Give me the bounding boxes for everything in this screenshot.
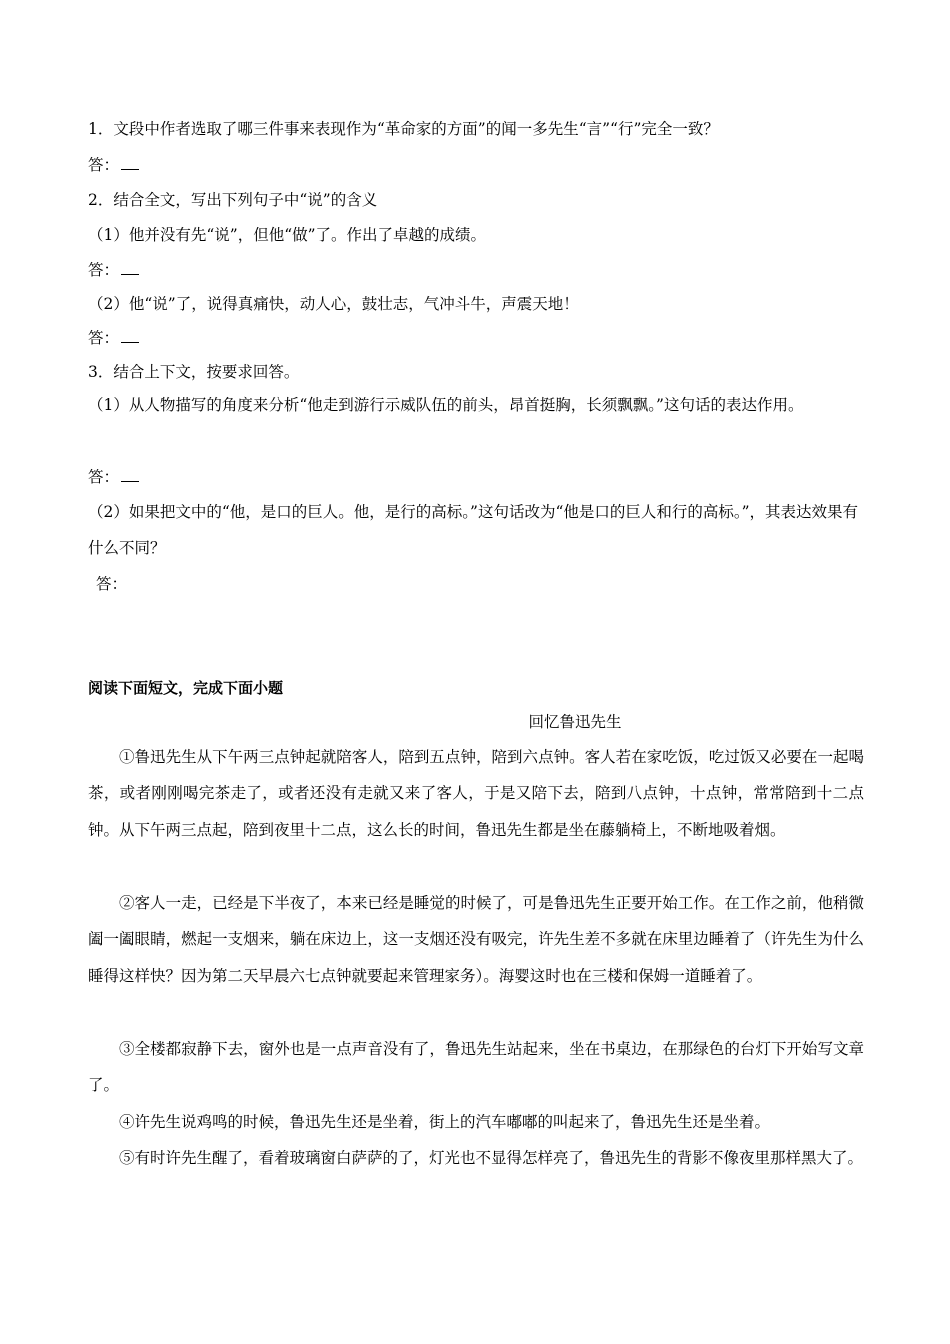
answer-label: 答：	[88, 261, 120, 279]
answer-blank[interactable]	[121, 154, 139, 170]
paragraph-5: ⑤有时许先生醒了，看着玻璃窗白萨萨的了，灯光也不显得怎样亮了，鲁迅先生的背影不像夜里那样黑大了。	[119, 1149, 864, 1167]
answer-blank[interactable]	[121, 327, 139, 343]
answer-label: 答：	[88, 156, 120, 174]
paragraph-3: ③全楼都寂静下去，窗外也是一点声音没有了，鲁迅先生站起来，坐在书桌边，在那绿色的台灯下开始写文章了。	[88, 1040, 864, 1095]
passage-title: 回忆鲁迅先生	[528, 713, 622, 731]
question-3: 3．结合上下文，按要求回答。	[88, 363, 300, 381]
answer-line-3-1	[88, 466, 868, 488]
paragraph-4: ④许先生说鸡鸣的时候，鲁迅先生还是坐着，街上的汽车嘟嘟的叫起来了，鲁迅先生还是坐着。	[119, 1113, 771, 1131]
answer-blank[interactable]	[121, 259, 139, 275]
question-2-1: （1）他并没有先“说”，但他“做”了。作出了卓越的成绩。	[88, 226, 487, 244]
question-2-2: （2）他“说”了，说得真痛快，动人心，鼓壮志，气冲斗牛，声震天地！	[88, 295, 579, 313]
answer-line-2-2	[88, 327, 868, 349]
answer-blank[interactable]	[121, 466, 139, 482]
reading-instruction: 阅读下面短文，完成下面小题	[88, 679, 284, 697]
paragraph-2: ②客人一走，已经是下半夜了，本来已经是睡觉的时候了，可是鲁迅先生正要开始工作。在工作之前，他稍微阖一阖眼睛，燃起一支烟来，躺在床边上，这一支烟还没有吸完，许先生差不多就在床里边睡着了（许先生为什么睡得这样快？因为第二天早晨六七点钟就要起来管理家务）。海婴这时也在三楼和保姆一道睡着了。	[88, 894, 864, 985]
paragraph-1: ①鲁迅先生从下午两三点钟起就陪客人，陪到五点钟，陪到六点钟。客人若在家吃饭，吃过饭又必要在一起喝茶，或者刚刚喝完茶走了，或者还没有走就又来了客人，于是又陪下去，陪到八点钟，十点钟，常常陪到十二点钟。从下午两三点起，陪到夜里十二点，这么长的时间，鲁迅先生都是坐在藤躺椅上，不断地吸着烟。	[88, 748, 864, 839]
answer-line-2-1	[88, 259, 868, 281]
question-3-1: （1）从人物描写的角度来分析“他走到游行示威队伍的前头，昂首挺胸，长须飘飘。”这句话的表达作用。	[88, 396, 804, 414]
answer-line-1	[88, 154, 868, 176]
question-2: 2．结合全文，写出下列句子中“说”的含义	[88, 191, 378, 209]
question-3-2: （2）如果把文中的“他，是口的巨人。他，是行的高标。”这句话改为“他是口的巨人和行的高标。”，其表达效果有什么不同？	[88, 503, 859, 557]
answer-label: 答：	[88, 329, 120, 347]
question-1: 1．文段中作者选取了哪三件事来表现作为“革命家的方面”的闻一多先生“言”“行”完全一致？	[88, 120, 719, 138]
answer-label: 答：	[88, 468, 120, 486]
answer-line-3-2: 答：	[96, 575, 128, 593]
